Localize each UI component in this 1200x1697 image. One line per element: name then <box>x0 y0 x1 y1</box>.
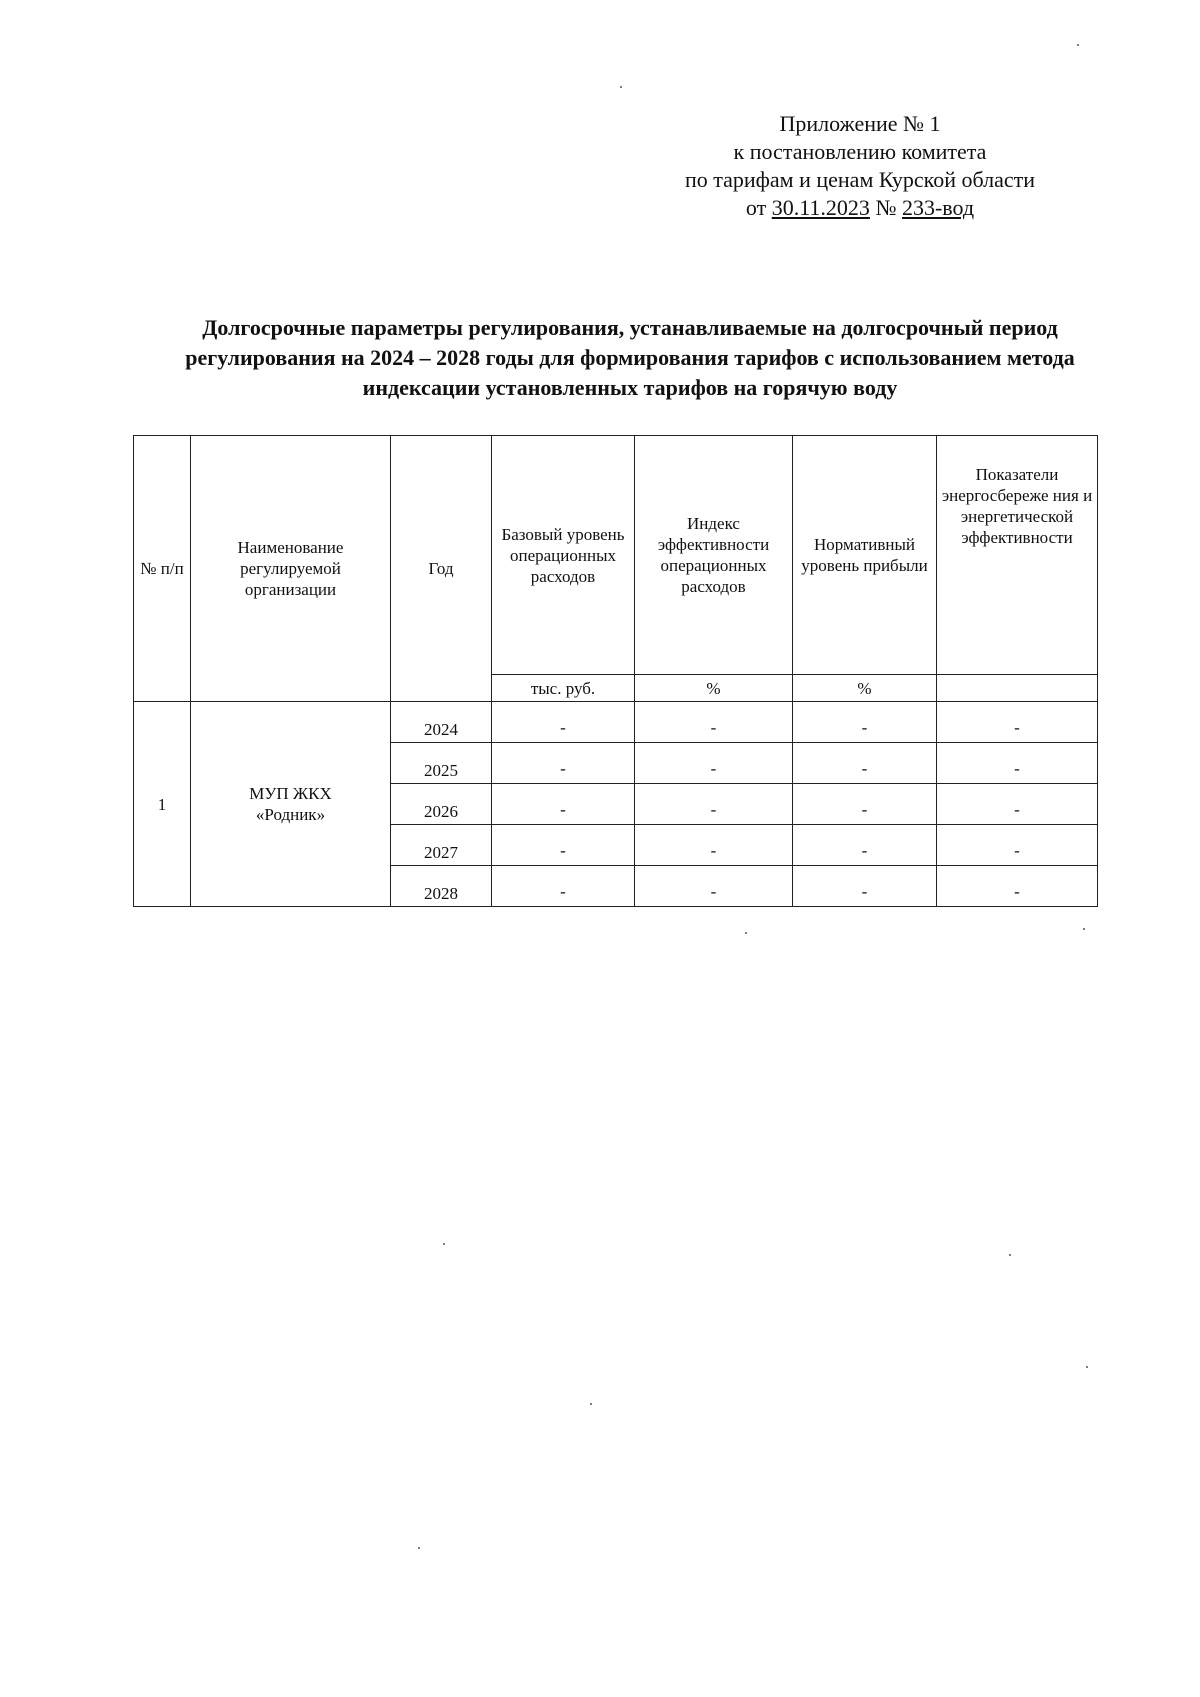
annex-header <box>600 110 1120 222</box>
unit-index: % <box>635 675 793 702</box>
org-name-line-2: «Родник» <box>255 805 326 824</box>
header-index: Индекс эффективности операционных расходов <box>635 436 793 675</box>
annex-date: 30.11.2023 <box>771 195 870 220</box>
annex-prefix: от <box>745 195 767 220</box>
profit-cell: - <box>793 866 937 907</box>
index-cell: - <box>635 866 793 907</box>
scan-speck <box>620 86 622 88</box>
year-cell: 2028 <box>391 866 492 907</box>
index-cell: - <box>635 743 793 784</box>
annex-line-4 <box>600 194 1120 222</box>
scan-speck <box>745 932 747 934</box>
year-cell: 2025 <box>391 743 492 784</box>
annex-number: 233-вод <box>901 195 975 220</box>
index-cell: - <box>635 702 793 743</box>
header-row <box>134 436 1098 675</box>
index-cell: - <box>635 784 793 825</box>
base-cell: - <box>492 784 635 825</box>
energy-cell: - <box>937 866 1098 907</box>
annex-number-sign: № <box>875 195 897 220</box>
header-energy: Показатели энергосбереже ния и энергетической эффективности <box>937 436 1098 675</box>
base-cell: - <box>492 743 635 784</box>
scan-speck <box>590 1403 592 1405</box>
org-name-line-1: МУП ЖКХ <box>249 784 332 803</box>
year-cell: 2024 <box>391 702 492 743</box>
energy-cell: - <box>937 784 1098 825</box>
org-num: 1 <box>134 702 191 907</box>
profit-cell: - <box>793 743 937 784</box>
base-cell: - <box>492 825 635 866</box>
unit-profit: % <box>793 675 937 702</box>
base-cell: - <box>492 702 635 743</box>
parameters-table <box>133 435 1098 907</box>
base-cell: - <box>492 866 635 907</box>
scan-speck <box>1086 1366 1088 1368</box>
energy-cell: - <box>937 702 1098 743</box>
scan-speck <box>1009 1254 1011 1256</box>
header-profit: Нормативный уровень прибыли <box>793 436 937 675</box>
unit-energy <box>937 675 1098 702</box>
annex-line-3: по тарифам и ценам Курской области <box>684 167 1036 192</box>
annex-line-2: к постановлению комитета <box>733 139 987 164</box>
header-num: № п/п <box>134 436 191 702</box>
document-title: Долгосрочные параметры регулирования, устанавливаемые на долгосрочный период регулирования на 2024 – 2028 годы для формирования тарифов с использованием метода индексации установленных тарифов на горячую воду <box>185 315 1075 400</box>
scan-speck <box>418 1547 420 1549</box>
profit-cell: - <box>793 825 937 866</box>
profit-cell: - <box>793 784 937 825</box>
header-year: Год <box>391 436 492 702</box>
energy-cell: - <box>937 825 1098 866</box>
scan-speck <box>1083 928 1085 930</box>
unit-base: тыс. руб. <box>492 675 635 702</box>
scan-speck <box>1077 44 1079 46</box>
year-cell: 2027 <box>391 825 492 866</box>
header-org: Наименование регулируемой организации <box>191 436 391 702</box>
org-name <box>191 702 391 907</box>
table-row <box>134 702 1098 743</box>
year-cell: 2026 <box>391 784 492 825</box>
index-cell: - <box>635 825 793 866</box>
header-base: Базовый уровень операционных расходов <box>492 436 635 675</box>
annex-line-1: Приложение № 1 <box>779 111 941 136</box>
energy-cell: - <box>937 743 1098 784</box>
scan-speck <box>443 1243 445 1245</box>
profit-cell: - <box>793 702 937 743</box>
